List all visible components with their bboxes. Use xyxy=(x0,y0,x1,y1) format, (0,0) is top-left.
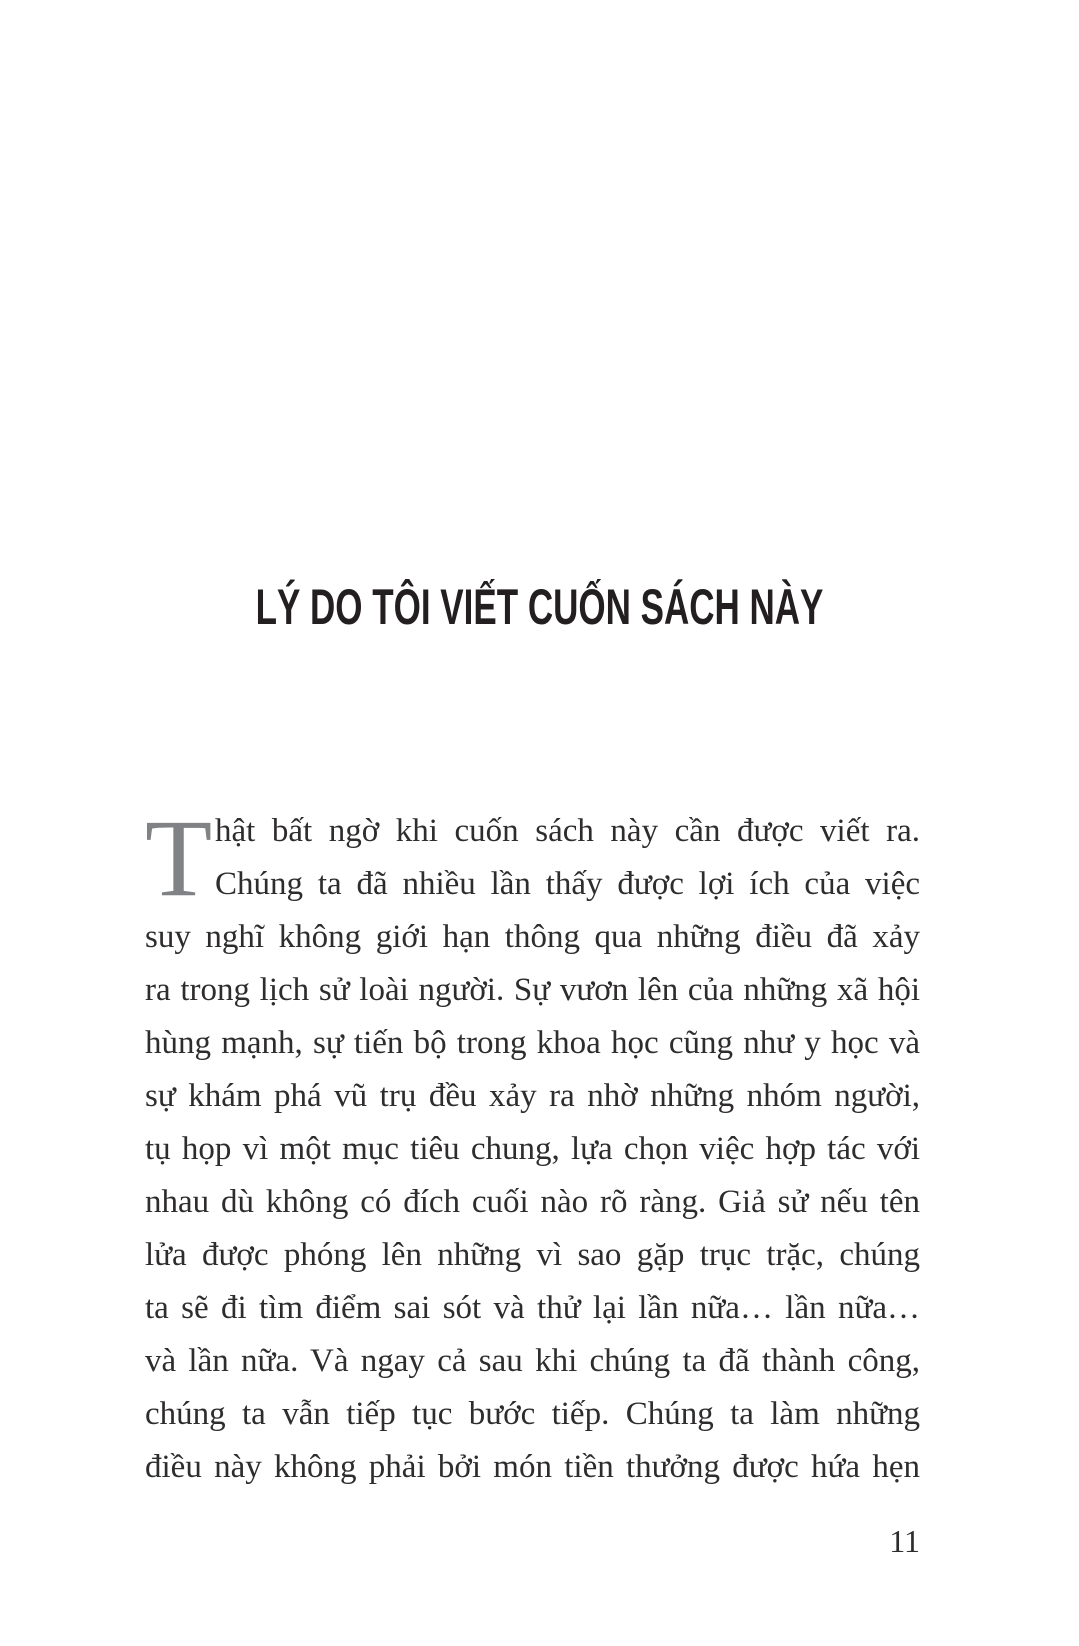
paragraph-line: sự khám phá vũ trụ đều xảy ra nhờ những nhóm người, xyxy=(145,1078,920,1114)
paragraph-line: hùng mạnh, sự tiến bộ trong khoa học cũng như y học và xyxy=(145,1025,920,1061)
paragraph-line: ta sẽ đi tìm điểm sai sót và thử lại lần nữa… lần nữa… xyxy=(145,1290,920,1326)
paragraph-line: và lần nữa. Và ngay cả sau khi chúng ta đã thành công, xyxy=(145,1343,920,1379)
paragraph-line: chúng ta vẫn tiếp tục bước tiếp. Chúng ta làm những xyxy=(145,1396,920,1432)
paragraph-line: Chúng ta đã nhiều lần thấy được lợi ích của việc xyxy=(215,866,920,902)
paragraph-line: nhau dù không có đích cuối nào rõ ràng. Giả sử nếu tên xyxy=(145,1184,920,1220)
paragraph-line: điều này không phải bởi món tiền thưởng được hứa hẹn xyxy=(145,1449,920,1485)
paragraph-line: hật bất ngờ khi cuốn sách này cần được viết ra. xyxy=(215,813,920,849)
paragraph-line: suy nghĩ không giới hạn thông qua những điều đã xảy xyxy=(145,919,920,955)
paragraph-line: tụ họp vì một mục tiêu chung, lựa chọn việc hợp tác với xyxy=(145,1131,920,1167)
drop-cap: T xyxy=(145,797,213,919)
paragraph-line: lửa được phóng lên những vì sao gặp trục trặc, chúng xyxy=(145,1237,920,1273)
paragraph-line: ra trong lịch sử loài người. Sự vươn lên của những xã hội xyxy=(145,972,920,1008)
chapter-title: LÝ DO TÔI VIẾT CUỐN SÁCH NÀY xyxy=(255,578,824,635)
page-number: 11 xyxy=(889,1523,920,1559)
paragraph xyxy=(145,797,920,1494)
